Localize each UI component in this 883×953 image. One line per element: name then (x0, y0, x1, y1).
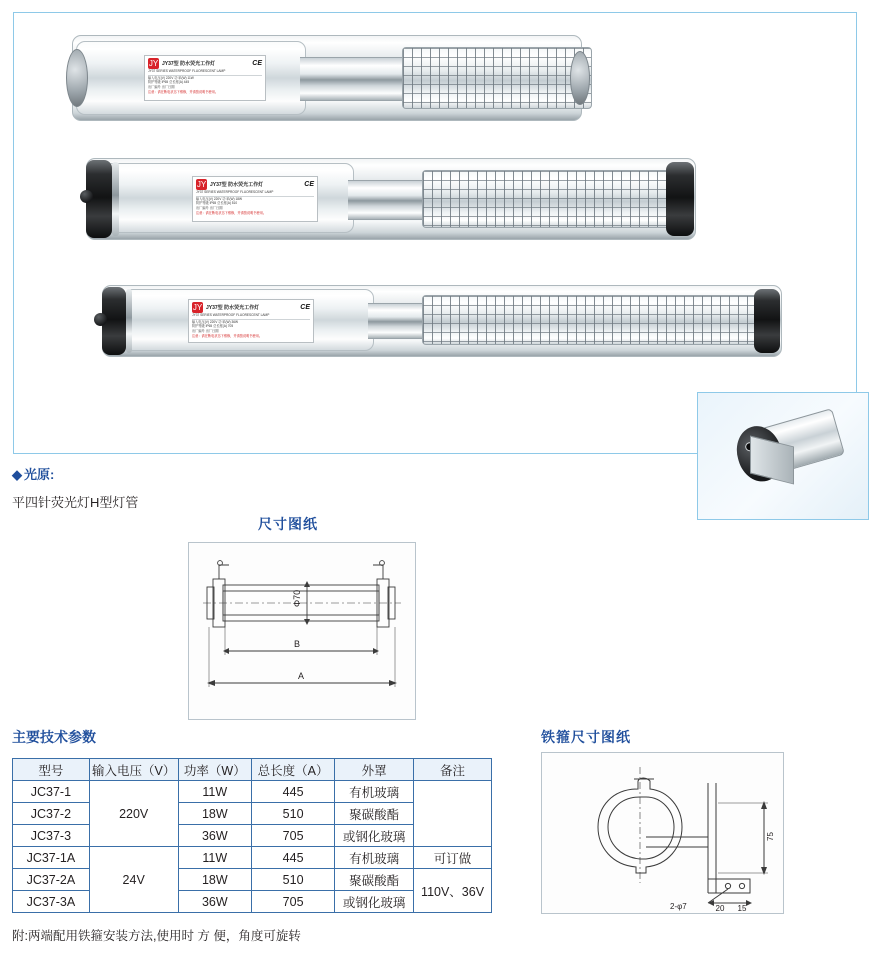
table-row (13, 869, 492, 891)
dimension-label-diameter: Φ70 (292, 589, 302, 607)
lamp-end-cap-right (570, 51, 590, 105)
cell-cover: 或钢化玻璃 (335, 825, 414, 847)
lamp-end-cap-left (66, 49, 88, 107)
label-row-1: 输入电压(V) 220V 功 率(W) 18W (196, 196, 243, 201)
cell-cover: 有机玻璃 (335, 781, 414, 803)
clamp-label-offset: 15 (737, 904, 747, 913)
product-photo-lamp-1 (72, 35, 582, 121)
cell-length: 705 (252, 825, 335, 847)
lamp-black-cap-right (754, 289, 780, 353)
dimension-drawing-title: 尺寸图纸 (258, 516, 318, 532)
spec-table-title: 主要技术参数 (12, 729, 96, 745)
cell-model: JC37-1 (13, 781, 90, 803)
table-row (13, 847, 492, 869)
product-photo-lamp-3 (102, 285, 782, 357)
cell-power: 36W (178, 825, 251, 847)
col-model: 型号 (13, 759, 90, 781)
label-title: JY37型 防水荧光工作灯 (210, 182, 264, 188)
dimension-drawing-box (188, 542, 416, 720)
ce-mark-icon: CE (300, 304, 310, 311)
lamp-reflector (368, 303, 428, 339)
label-title: JY37型 防水荧光工作灯 (162, 61, 216, 67)
lamp-cap-ring-left (126, 289, 132, 353)
product-photo-endcap-closeup (697, 392, 869, 520)
lamp-spec-label (188, 299, 314, 343)
cell-model: JC37-1A (13, 847, 90, 869)
clamp-drawing-title: 铁箍尺寸图纸 (541, 729, 631, 745)
label-row-1: 输入电压(V) 220V 功 率(W) 11W (148, 75, 194, 80)
col-cover: 外罩 (335, 759, 414, 781)
lamp-knob-left (80, 190, 93, 203)
cell-model: JC37-2A (13, 869, 90, 891)
label-warning: 注意：请在断电状态下维修，并请按说明书使用。 (196, 211, 267, 216)
cell-power: 36W (178, 891, 251, 913)
cell-length: 705 (252, 891, 335, 913)
light-source-text: 平四针荧光灯H型灯管 (12, 495, 139, 510)
brand-logo-icon: JY (148, 59, 159, 68)
cell-voltage: 220V (89, 781, 178, 847)
cell-power: 11W (178, 781, 251, 803)
dimension-label-a: A (297, 671, 305, 681)
cell-length: 445 (252, 781, 335, 803)
label-row-3: 出厂编号 出厂日期 (196, 206, 223, 211)
cell-length: 510 (252, 803, 335, 825)
cell-model: JC37-3 (13, 825, 90, 847)
lamp-cap-ring-left (112, 162, 119, 236)
lamp-spec-label (144, 55, 266, 101)
ce-mark-icon: CE (304, 181, 314, 188)
cell-length: 510 (252, 869, 335, 891)
cell-remark: 110V、36V (414, 869, 492, 913)
cell-length: 445 (252, 847, 335, 869)
label-warning: 注意：请在断电状态下维修，并请按说明书使用。 (192, 334, 263, 339)
label-row-3: 出厂编号 出厂日期 (148, 85, 175, 90)
label-warning: 注意：请在断电状态下维修，并请按说明书使用。 (148, 90, 219, 95)
cell-cover: 有机玻璃 (335, 847, 414, 869)
lamp-spec-label (192, 176, 318, 222)
label-subtitle: JY37 SERIES WATERPROOF FLUORESCENT LAMP (196, 190, 274, 194)
label-row-2: 防护等级 IP65 总长度(A) 705 (192, 324, 234, 329)
label-row-2: 防护等级 IP65 总长度(A) 510 (196, 201, 238, 206)
col-remark: 备注 (414, 759, 492, 781)
cell-cover: 或钢化玻璃 (335, 891, 414, 913)
product-photo-lamp-2 (86, 158, 696, 240)
label-row-3: 出厂编号 出厂日期 (192, 329, 219, 334)
table-row (13, 781, 492, 803)
light-source-heading (12, 464, 54, 483)
cell-power: 11W (178, 847, 251, 869)
cell-remark (414, 781, 492, 847)
cell-cover: 聚碳酸酯 (335, 869, 414, 891)
lamp-reflector (300, 57, 410, 101)
brand-logo-icon: JY (196, 180, 207, 189)
label-subtitle: JY37 SERIES WATERPROOF FLUORESCENT LAMP (148, 69, 226, 73)
light-source-heading-text: 光原: (24, 467, 55, 482)
col-voltage: 输入电压（V） (89, 759, 178, 781)
lamp-reflector (348, 180, 428, 220)
clamp-drawing-svg (542, 753, 783, 913)
diamond-bullet-icon: ◆ (12, 467, 22, 482)
ce-mark-icon: CE (252, 60, 262, 67)
cell-power: 18W (178, 869, 251, 891)
spec-table-note: 附:两端配用铁箍安装方法,使用时 方 便，角度可旋转 (12, 929, 301, 943)
lamp-knob-left (94, 313, 107, 326)
cell-voltage: 24V (89, 847, 178, 913)
label-row-2: 防护等级 IP65 总长度(A) 445 (148, 80, 190, 85)
lamp-black-cap-right (666, 162, 694, 236)
label-subtitle: JY37 SERIES WATERPROOF FLUORESCENT LAMP (192, 313, 270, 317)
cell-cover: 聚碳酸酯 (335, 803, 414, 825)
cell-model: JC37-3A (13, 891, 90, 913)
clamp-label-height: 75 (766, 832, 775, 841)
lamp-wire-guard (422, 295, 762, 345)
col-length: 总长度（A） (252, 759, 335, 781)
dimension-label-b: B (293, 639, 301, 649)
cell-remark: 可订做 (414, 847, 492, 869)
dimension-drawing-svg (189, 543, 415, 719)
label-title: JY37型 防水荧光工作灯 (206, 305, 260, 311)
cell-power: 18W (178, 803, 251, 825)
product-photo-panel (13, 12, 857, 454)
spec-table (12, 758, 492, 913)
label-row-1: 输入电压(V) 220V 功 率(W) 36W (192, 319, 239, 324)
table-header-row (13, 759, 492, 781)
cell-model: JC37-2 (13, 803, 90, 825)
lamp-wire-guard (422, 170, 672, 228)
brand-logo-icon: JY (192, 303, 203, 312)
clamp-drawing-box (541, 752, 784, 914)
col-power: 功率（W） (178, 759, 251, 781)
clamp-label-width: 20 (715, 904, 725, 913)
lamp-wire-guard (402, 47, 592, 109)
clamp-label-holes: 2-φ7 (670, 902, 687, 911)
